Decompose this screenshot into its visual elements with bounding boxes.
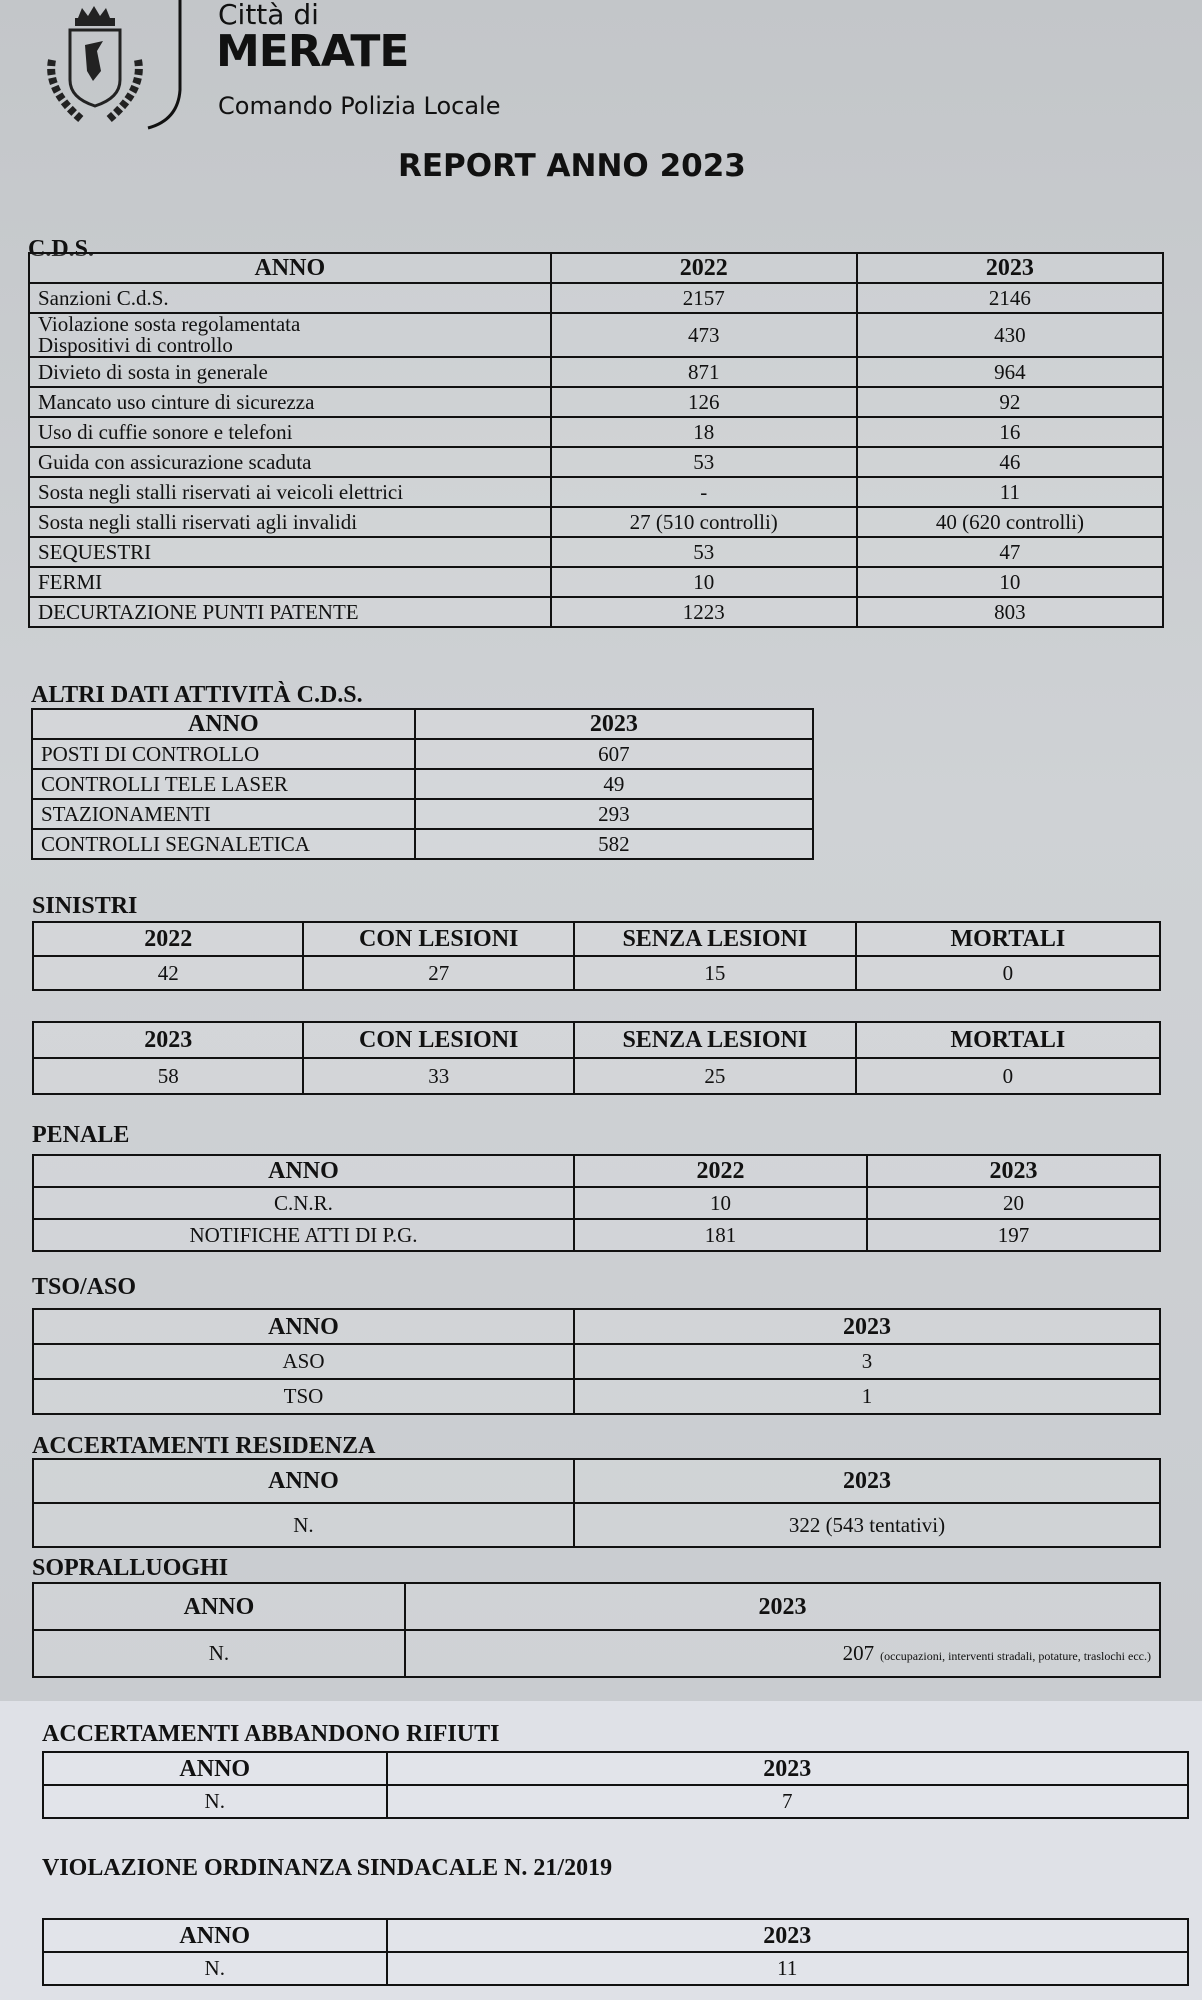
cell-value: 582	[415, 829, 813, 859]
table-row	[29, 507, 1163, 537]
table-header-row	[32, 709, 813, 739]
column-header: ANNO	[33, 1583, 405, 1630]
penale-section-title: PENALE	[32, 1122, 130, 1148]
tso-table	[32, 1308, 1161, 1415]
cell-value: 207	[842, 1641, 875, 1665]
cell-value: 18	[551, 417, 857, 447]
cell-value: 11	[857, 477, 1163, 507]
column-header: CON LESIONI	[303, 922, 573, 956]
cell-value: 473	[551, 313, 857, 357]
cell-value: 27	[303, 956, 573, 990]
row-label: DECURTAZIONE PUNTI PATENTE	[29, 597, 551, 627]
cell-value: 1223	[551, 597, 857, 627]
cell-value: 49	[415, 769, 813, 799]
report-title: REPORT ANNO 2023	[398, 148, 746, 184]
altri-section-title: ALTRI DATI ATTIVITÀ C.D.S.	[31, 682, 363, 708]
column-header: ANNO	[33, 1309, 574, 1344]
row-label: C.N.R.	[33, 1187, 574, 1219]
cell-value: -	[551, 477, 857, 507]
row-label: Sosta negli stalli riservati ai veicoli elettrici	[29, 477, 551, 507]
column-header: MORTALI	[856, 922, 1160, 956]
table-row	[33, 1630, 1160, 1677]
cell-value: 3	[574, 1344, 1160, 1379]
cell-value: 607	[415, 739, 813, 769]
table-header-row	[33, 1583, 1160, 1630]
sinistri-section-title: SINISTRI	[32, 893, 138, 919]
cell-value: 33	[303, 1058, 573, 1094]
cell-value: 15	[574, 956, 856, 990]
sinistri-2023-table	[32, 1021, 1161, 1095]
row-label: NOTIFICHE ATTI DI P.G.	[33, 1219, 574, 1251]
table-row	[32, 829, 813, 859]
table-row	[29, 597, 1163, 627]
row-label: POSTI DI CONTROLLO	[32, 739, 415, 769]
column-header: 2023	[405, 1583, 1160, 1630]
cell-value: 25	[574, 1058, 856, 1094]
cds-section-title: C.D.S.	[28, 236, 95, 262]
row-label: ASO	[33, 1344, 574, 1379]
cell-value: 0	[856, 1058, 1160, 1094]
table-row	[33, 1503, 1160, 1547]
table-row	[33, 1058, 1160, 1094]
table-header-row	[29, 253, 1163, 283]
table-row	[43, 1785, 1188, 1818]
column-header: MORTALI	[856, 1022, 1160, 1058]
cell-value: 27 (510 controlli)	[551, 507, 857, 537]
cell-value: 430	[857, 313, 1163, 357]
cell-value: 47	[857, 537, 1163, 567]
cell-value: 2146	[857, 283, 1163, 313]
cell-value: 803	[857, 597, 1163, 627]
table-header-row	[33, 1022, 1160, 1058]
table-header-row	[43, 1919, 1188, 1952]
column-header: SENZA LESIONI	[574, 1022, 856, 1058]
column-header: ANNO	[32, 709, 415, 739]
column-header: SENZA LESIONI	[574, 922, 856, 956]
residenza-section-title: ACCERTAMENTI RESIDENZA	[32, 1433, 376, 1459]
cell-value: 10	[574, 1187, 867, 1219]
cell-value: 0	[856, 956, 1160, 990]
row-label: N.	[33, 1503, 574, 1547]
cell-value: 7	[387, 1785, 1189, 1818]
rifiuti-section-title: ACCERTAMENTI ABBANDONO RIFIUTI	[42, 1721, 500, 1747]
table-row	[32, 769, 813, 799]
table-row	[33, 956, 1160, 990]
table-header-row	[33, 1309, 1160, 1344]
row-label: CONTROLLI TELE LASER	[32, 769, 415, 799]
cell-value: 871	[551, 357, 857, 387]
column-header: 2023	[867, 1155, 1160, 1187]
column-header: 2023	[574, 1459, 1160, 1503]
column-header: ANNO	[43, 1752, 387, 1785]
column-header: 2023	[415, 709, 813, 739]
row-label: CONTROLLI SEGNALETICA	[32, 829, 415, 859]
cell-value: 92	[857, 387, 1163, 417]
row-label: Divieto di sosta in generale	[29, 357, 551, 387]
city-prefix: Città di	[218, 0, 319, 31]
cell-value: 11	[387, 1952, 1189, 1985]
cell-value: 181	[574, 1219, 867, 1251]
city-name: MERATE	[216, 26, 409, 77]
table-header-row	[33, 922, 1160, 956]
sinistri-2022-table	[32, 921, 1161, 991]
column-header: ANNO	[43, 1919, 387, 1952]
column-header: 2022	[551, 253, 857, 283]
table-row	[29, 283, 1163, 313]
table-row	[29, 447, 1163, 477]
ordinanza-section-title: VIOLAZIONE ORDINANZA SINDACALE N. 21/2019	[42, 1855, 613, 1881]
cell-value: 40 (620 controlli)	[857, 507, 1163, 537]
cell-value: 322 (543 tentativi)	[574, 1503, 1160, 1547]
cell-value: 10	[857, 567, 1163, 597]
row-label: Sosta negli stalli riservati agli invalidi	[29, 507, 551, 537]
cell-value: 293	[415, 799, 813, 829]
column-header: 2022	[574, 1155, 867, 1187]
table-row	[43, 1952, 1188, 1985]
column-header: ANNO	[33, 1155, 574, 1187]
cell-value: 197	[867, 1219, 1160, 1251]
column-header: 2023	[857, 253, 1163, 283]
table-row	[29, 477, 1163, 507]
table-row	[29, 417, 1163, 447]
table-row	[29, 567, 1163, 597]
row-label: N.	[43, 1952, 387, 1985]
table-header-row	[33, 1459, 1160, 1503]
column-header: 2023	[387, 1752, 1189, 1785]
cell-value: 2157	[551, 283, 857, 313]
row-label: Mancato uso cinture di sicurezza	[29, 387, 551, 417]
table-row	[32, 739, 813, 769]
table-row	[33, 1344, 1160, 1379]
column-header: CON LESIONI	[303, 1022, 573, 1058]
row-label: SEQUESTRI	[29, 537, 551, 567]
tso-section-title: TSO/ASO	[32, 1274, 137, 1300]
ordinanza-table	[42, 1918, 1189, 1986]
table-row	[29, 357, 1163, 387]
table-row	[33, 1379, 1160, 1414]
table-header-row	[43, 1752, 1188, 1785]
row-label: N.	[43, 1785, 387, 1818]
table-row	[33, 1219, 1160, 1251]
row-label: 42	[33, 956, 303, 990]
cell-value: 126	[551, 387, 857, 417]
row-label: Sanzioni C.d.S.	[29, 283, 551, 313]
row-label: TSO	[33, 1379, 574, 1414]
table-header-row	[33, 1155, 1160, 1187]
altri-table	[31, 708, 814, 860]
cell-value: 53	[551, 447, 857, 477]
column-header: 2022	[33, 922, 303, 956]
row-label: Violazione sosta regolamentata Dispositivi di controllo	[29, 313, 551, 357]
department-name: Comando Polizia Locale	[218, 92, 501, 120]
table-row	[29, 537, 1163, 567]
column-header: 2023	[574, 1309, 1160, 1344]
cell-value: 964	[857, 357, 1163, 387]
cell-value: 53	[551, 537, 857, 567]
row-label: 58	[33, 1058, 303, 1094]
row-label: STAZIONAMENTI	[32, 799, 415, 829]
sopralluoghi-section-title: SOPRALLUOGHI	[32, 1555, 229, 1581]
column-header: ANNO	[29, 253, 551, 283]
cell-value: 10	[551, 567, 857, 597]
row-label: N.	[33, 1630, 405, 1677]
cell-value: 20	[867, 1187, 1160, 1219]
cell-note: (occupazioni, interventi stradali, potature, traslochi ecc.)	[880, 1649, 1151, 1663]
table-row	[32, 799, 813, 829]
residenza-table	[32, 1458, 1161, 1548]
row-label: Uso di cuffie sonore e telefoni	[29, 417, 551, 447]
column-header: 2023	[387, 1919, 1189, 1952]
cell-value: 16	[857, 417, 1163, 447]
column-header: 2023	[33, 1022, 303, 1058]
cell-value	[405, 1630, 1160, 1677]
penale-table	[32, 1154, 1161, 1252]
cell-value: 1	[574, 1379, 1160, 1414]
column-header: ANNO	[33, 1459, 574, 1503]
city-coat-of-arms-logo	[30, 0, 190, 130]
table-row	[33, 1187, 1160, 1219]
row-label: Guida con assicurazione scaduta	[29, 447, 551, 477]
sopralluoghi-table	[32, 1582, 1161, 1678]
cell-value: 46	[857, 447, 1163, 477]
row-label: FERMI	[29, 567, 551, 597]
table-row	[29, 313, 1163, 357]
rifiuti-table	[42, 1751, 1189, 1819]
table-row	[29, 387, 1163, 417]
cds-table	[28, 252, 1164, 628]
